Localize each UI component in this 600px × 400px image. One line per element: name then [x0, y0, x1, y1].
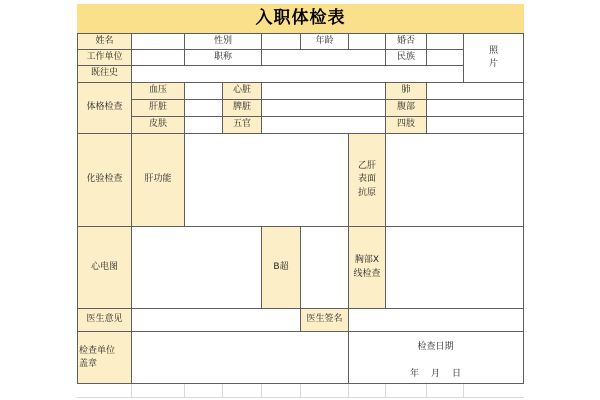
label-marital: 婚否 — [385, 33, 426, 49]
hbsag-field[interactable] — [385, 133, 523, 226]
name-field[interactable] — [131, 33, 184, 49]
history-field[interactable] — [131, 65, 463, 82]
label-age: 年龄 — [300, 33, 348, 49]
label-physical-exam: 体格检查 — [77, 82, 131, 133]
table-right-border — [523, 33, 524, 384]
spleen-field[interactable] — [261, 99, 385, 116]
ultrasound-field[interactable] — [300, 226, 348, 308]
ethnicity-field[interactable] — [426, 49, 463, 65]
abdomen-field[interactable] — [426, 99, 523, 116]
label-limbs: 四肢 — [385, 116, 426, 133]
grid-line — [184, 384, 185, 398]
grid-line — [261, 384, 262, 398]
grid-line — [426, 384, 427, 398]
gender-field[interactable] — [261, 33, 300, 49]
label-ultrasound: B超 — [261, 226, 300, 308]
unit-stamp-field[interactable] — [131, 331, 348, 384]
limbs-field[interactable] — [426, 116, 523, 133]
photo-box[interactable]: 照 片 — [463, 33, 523, 82]
liver-field[interactable] — [184, 99, 222, 116]
grid-line — [222, 384, 223, 398]
workplace-field[interactable] — [131, 49, 184, 65]
label-blood-pressure: 血压 — [131, 82, 184, 99]
label-lung: 肺 — [385, 82, 426, 99]
marital-field[interactable] — [426, 33, 463, 49]
age-field[interactable] — [348, 33, 385, 49]
blood-pressure-field[interactable] — [184, 82, 222, 99]
doctor-signature-field[interactable] — [348, 308, 523, 331]
label-ecg: 心电图 — [77, 226, 131, 308]
label-position: 职称 — [184, 49, 261, 65]
grid-line — [348, 384, 349, 398]
label-hbsag: 乙肝 表面 抗原 — [348, 133, 385, 226]
label-gender: 性别 — [184, 33, 261, 49]
label-ethnicity: 民族 — [385, 49, 426, 65]
position-field[interactable] — [261, 49, 385, 65]
table-left-border — [77, 33, 78, 384]
label-doctor-opinion: 医生意见 — [77, 308, 131, 331]
facial-field[interactable] — [261, 116, 385, 133]
label-unit-stamp: 检查单位 盖章 — [77, 331, 131, 384]
label-liver: 肝脏 — [131, 99, 184, 116]
label-spleen: 脾脏 — [222, 99, 261, 116]
label-liver-function: 肝功能 — [131, 133, 184, 226]
label-abdomen: 腹部 — [385, 99, 426, 116]
label-doctor-signature: 医生签名 — [300, 308, 348, 331]
label-lab-tests: 化验检查 — [77, 133, 131, 226]
label-heart: 心脏 — [222, 82, 261, 99]
label-year: 年 — [409, 369, 419, 379]
skin-field[interactable] — [184, 116, 222, 133]
doctor-opinion-field[interactable] — [131, 308, 300, 331]
lung-field[interactable] — [426, 82, 523, 99]
label-day: 日 — [452, 369, 462, 379]
label-workplace: 工作单位 — [77, 49, 131, 65]
grid-line — [463, 384, 464, 398]
heart-field[interactable] — [261, 82, 385, 99]
label-name: 姓名 — [77, 33, 131, 49]
chest-xray-field[interactable] — [385, 226, 523, 308]
label-exam-date: 检查日期 — [417, 342, 454, 352]
exam-date-label-row — [348, 339, 523, 352]
grid-line — [385, 384, 386, 398]
label-skin: 皮肤 — [131, 116, 184, 133]
label-facial: 五官 — [222, 116, 261, 133]
exam-date-ymd — [348, 366, 523, 379]
label-chest-xray: 胸部X 线检查 — [348, 226, 385, 308]
grid-line — [300, 384, 301, 398]
grid-line — [131, 384, 132, 398]
liver-function-field[interactable] — [184, 133, 348, 226]
label-history: 既往史 — [77, 65, 131, 82]
form-title: 入职体检表 — [77, 4, 524, 33]
ecg-field[interactable] — [131, 226, 261, 308]
label-month: 月 — [430, 369, 440, 379]
